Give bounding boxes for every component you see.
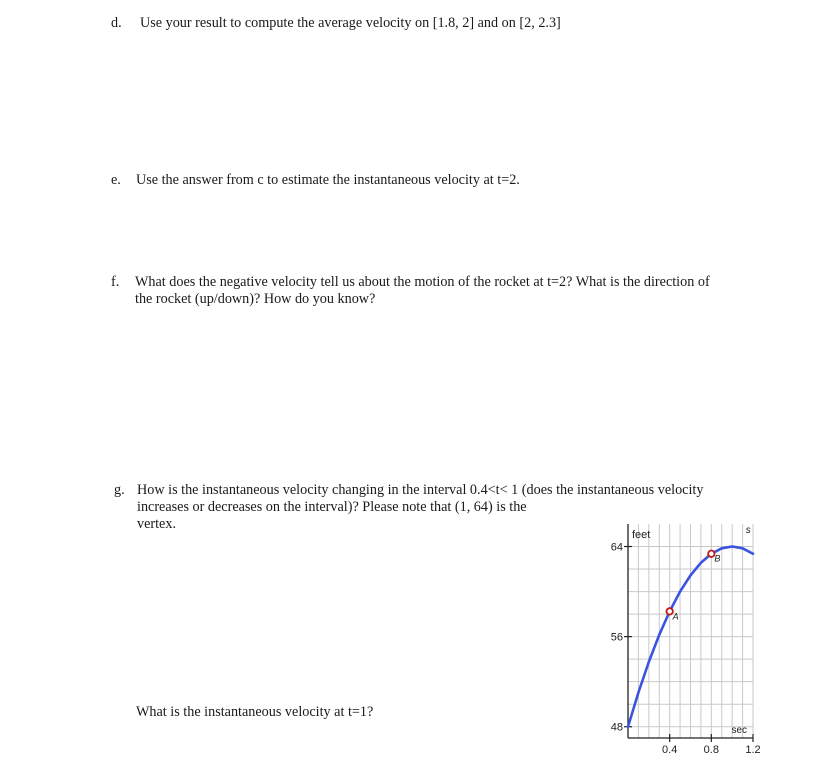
y-tick-label: 64 — [610, 541, 623, 554]
question-g-line: How is the instantaneous velocity changing in the interval 0.4<t< 1 (does the instantaneous velocity — [137, 482, 704, 498]
question-d-text: Use your result to compute the average velocity on [1.8, 2] and on [2, 2.3] — [140, 15, 561, 31]
chart-labels — [611, 525, 761, 756]
question-f-line: What does the negative velocity tell us about the motion of the rocket at t=2? What is the direction of — [135, 274, 710, 290]
x-tick-label: 1.2 — [745, 744, 761, 756]
question-g-followup: What is the instantaneous velocity at t=1? — [136, 704, 374, 720]
x-tick-label: 0.4 — [662, 744, 678, 756]
y-axis-label: feet — [632, 529, 651, 541]
y-tick-label: 48 — [610, 721, 623, 734]
x-axis-label: sec — [731, 725, 747, 736]
y-tick-label: 56 — [610, 631, 623, 644]
chart-ticks — [624, 547, 753, 742]
question-g-line: increases or decreases on the interval)? Please note that (1, 64) is the — [137, 499, 527, 515]
x-tick-label: 0.8 — [703, 744, 719, 756]
question-f-body — [135, 274, 755, 308]
question-g-label: g. — [114, 482, 125, 498]
point-label-B: B — [714, 553, 721, 564]
chart-grid — [628, 524, 753, 738]
position-time-chart — [595, 518, 765, 758]
question-f-line: the rocket (up/down)? How do you know? — [135, 291, 376, 307]
curve-label: s — [745, 525, 751, 537]
question-e-label: e. — [111, 172, 121, 188]
question-f-label: f. — [111, 274, 120, 290]
question-g-line: vertex. — [137, 516, 176, 532]
question-e-text: Use the answer from c to estimate the instantaneous velocity at t=2. — [136, 172, 520, 188]
question-d-label: d. — [111, 15, 122, 31]
point-label-A: A — [672, 611, 679, 622]
